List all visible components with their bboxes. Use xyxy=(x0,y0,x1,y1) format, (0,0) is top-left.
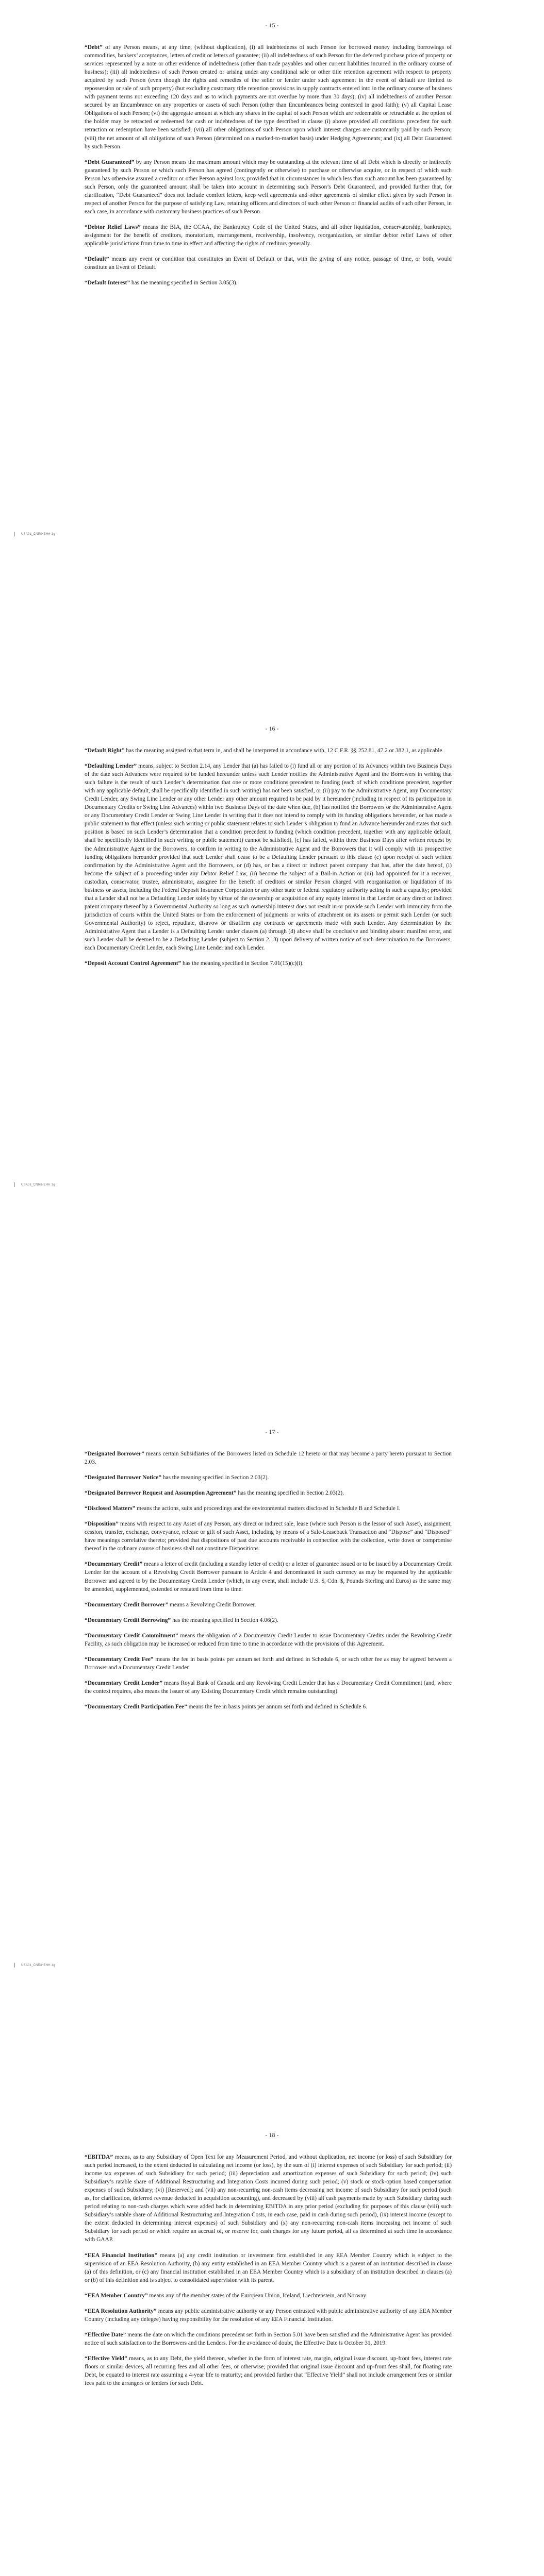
definition-paragraph xyxy=(85,2307,452,2324)
definition-text: means the BIA, the CCAA, the Bankruptcy Code of the United States, and all other liquidation, conservatorship, bankruptcy, assignment for the benefit of creditors, moratorium, rearrangement, receivership, insolvency, reorganization, or similar debtor relief Laws of other applicable jurisdictions from time to time in effect and affecting the rights of creditors generally. xyxy=(85,224,452,247)
defined-term: “EEA Member Country” xyxy=(85,2292,148,2299)
page-footer xyxy=(14,532,55,536)
defined-term: “Documentary Credit” xyxy=(85,1561,143,1568)
footer-id: USA01_CNRIHEHH 1g xyxy=(21,1964,55,1968)
definition-paragraph xyxy=(85,1450,452,1466)
page-number: - 16 - xyxy=(265,725,279,732)
definition-text: means a letter of credit (including a standby letter of credit) or a letter of guarantee issued or to be issued by a Documentary Credit Lender for the account of a Revolving Credit Borrower pursuant to Article 4 and denominated in such currency as may be requested by the applicable Borrower and agreed to by the Documentary Credit Lender (which, in any event, shall include U.S. $, Cdn. $, Pounds Sterling and Euros) as the same may be amended, supplemented, extended or restated from time to time. xyxy=(85,1561,452,1592)
definition-text: means any of the member states of the European Union, Iceland, Liechtenstein, and Norway. xyxy=(147,2292,368,2299)
definition-paragraph xyxy=(85,1601,452,1609)
page-18 xyxy=(0,2110,544,2576)
page-number: - 15 - xyxy=(265,22,279,29)
definition-paragraph xyxy=(85,747,452,755)
definition-paragraph xyxy=(85,279,452,287)
definition-paragraph xyxy=(85,2331,452,2347)
page-15 xyxy=(0,0,544,703)
definition-text: means Royal Bank of Canada and any Revolving Credit Lender that has a Documentary Credit Commitment (and, where the context requires, also means the issuer of any Existing Documentary Credit which remains outstanding). xyxy=(85,1680,452,1694)
definition-paragraph xyxy=(85,1616,452,1624)
defined-term: “Debt” xyxy=(85,44,103,50)
footer-id: USA01_CNRIHEHH 1g xyxy=(21,1183,55,1187)
page-footer xyxy=(14,1963,55,1968)
defined-term: “Documentary Credit Borrowing” xyxy=(85,1617,171,1623)
defined-term: “Disposition” xyxy=(85,1521,119,1528)
definition-text: means the fee in basis points per annum set forth and defined in Schedule 6, or such other fee as may be agreed between a Borrower and a Documentary Credit Lender. xyxy=(85,1656,452,1671)
page-body xyxy=(85,43,452,294)
definition-paragraph xyxy=(85,2292,452,2300)
definition-text: means, subject to Section 2.14, any Lender that (a) has failed to (i) fund all or any portion of its Advances within two Business Days of the date such Advances were required to be funded hereunder unless such Lender notifies the Administrative Agent and the Borrowers in writing that such failure is the result of such Lender’s determination that one or more conditions precedent to funding (each of which conditions precedent, together with any applicable default, shall be specifically identified in such writing) has not been satisfied, or (ii) pay to the Administrative Agent, any Documentary Credit Lender, any Swing Line Lender or any other Lender any other amount required to be paid by it hereunder (including in respect of its participation in Documentary Credits or Swing Line Advances) within two Business Days of the date when due, (b) has notified the Borrowers or the Administrative Agent or any Documentary Credit Lender or Swing Line Lender in writing that it does not intend to comply with its funding obligations hereunder, or has made a public statement to that effect (unless such writing or public statement relates to such Lender’s obligation to fund an Advance hereunder and states that such position is based on such Lender’s determination that a condition precedent to funding (which condition precedent, together with any applicable default, shall be specifically identified in such writing or public statement) cannot be satisfied), (c) has failed, within three Business Days after written request by the Administrative Agent or the Borrowers, to confirm in writing to the Administrative Agent and the Borrowers that it will comply with its prospective funding obligations hereunder provided that such Lender shall cease to be a Defaulting Lender pursuant to this clause (c) upon receipt of such written confirmation by the Administrative Agent and the Borrowers, or (d) has, or has a direct or indirect parent company that has, after the date hereof, (i) become the subject of a proceeding under any Debtor Relief Law, (ii) become the subject of a Bail-in Action or (iii) had appointed for it a receiver, custodian, conservator, trustee, administrator, assignee for the benefit of creditors or similar Person charged with reorganization or liquidation of its business or assets, including the Federal Deposit Insurance Corporation or any other state or federal regulatory authority acting in such a capacity; provided that a Lender shall not be a Defaulting Lender solely by virtue of the ownership or acquisition of any equity interest in that Lender or any direct or indirect parent company thereof by a Governmental Authority so long as such ownership interest does not result in or provide such Lender with immunity from the jurisdiction of courts within the United States or from the enforcement of judgments or writs of attachment on its assets or permit such Lender (or such Governmental Authority) to reject, repudiate, disavow or disaffirm any contracts or agreements made with such Lender. Any determination by the Administrative Agent that a Lender is a Defaulting Lender under clauses (a) through (d) above shall be conclusive and binding absent manifest error, and such Lender shall be deemed to be a Defaulting Lender (subject to Section 2.13) upon delivery of written notice of such determination to the Borrowers, each Documentary Credit Lender, each Swing Line Lender and each Lender. xyxy=(85,763,452,952)
defined-term: “Default Interest” xyxy=(85,280,130,286)
definition-paragraph xyxy=(85,223,452,248)
defined-term: “Designated Borrower Request and Assumption Agreement” xyxy=(85,1490,237,1497)
definition-paragraph xyxy=(85,959,452,968)
definition-text: has the meaning specified in Section 4.06(2). xyxy=(171,1617,278,1623)
definition-paragraph xyxy=(85,158,452,216)
page-number: - 18 - xyxy=(265,2131,279,2139)
definition-text: means certain Subsidiaries of the Borrowers listed on Schedule 12 hereto or that may become a party hereto pursuant to Section 2.03. xyxy=(85,1451,452,1466)
footer-id: USA01_CNRIHEHH 1g xyxy=(21,533,55,536)
footer-mark xyxy=(14,532,15,536)
defined-term: “Designated Borrower Notice” xyxy=(85,1475,161,1481)
definition-paragraph xyxy=(85,1679,452,1696)
defined-term: “Documentary Credit Participation Fee” xyxy=(85,1703,187,1710)
definition-paragraph xyxy=(85,762,452,952)
defined-term: “Debtor Relief Laws” xyxy=(85,224,141,230)
defined-term: “Effective Yield” xyxy=(85,2355,127,2362)
definition-paragraph xyxy=(85,2354,452,2387)
definition-text: means any public administrative authority or any Person entrusted with public administrative authority of any EEA Member Country (including any delegee) having responsibility for the resolution of any EEA Financial Institution. xyxy=(85,2308,452,2323)
page-body xyxy=(85,747,452,975)
footer-mark xyxy=(14,1182,15,1187)
definition-text: by any Person means the maximum amount which may be outstanding at the relevant time of all Debt which is directly or indirectly guaranteed by such Person or which such Person has agreed (contingently or otherwise) to purchase or otherwise acquire, or in respect of which such Person has otherwise assured a creditor or other Person against loss; provided that in circumstances in which less than such amount has been guaranteed by such Person, only the guaranteed amount shall be taken into account in determining such Person’s Debt Guaranteed, and provided further that, for clarification, “Debt Guaranteed” does not include comfort letters, keep well agreements and other agreements of similar effect given by such Person in respect of another Person for the purpose of satisfying Law, retaining officers and directors of such other Person or financial audits of such other Person, in each case, in accordance with customary business practices of such Person. xyxy=(85,159,452,215)
definition-paragraph xyxy=(85,1560,452,1593)
definition-text: means the obligation of a Documentary Credit Lender to issue Documentary Credits under the Revolving Credit Facility, as such obligation may be increased or reduced from time to time in accordance with the provisions of this Agreement. xyxy=(85,1632,452,1647)
definition-text: means a Revolving Credit Borrower. xyxy=(168,1601,256,1608)
defined-term: “Defaulting Lender” xyxy=(85,763,137,770)
defined-term: “EEA Resolution Authority” xyxy=(85,2308,157,2314)
page-body xyxy=(85,1450,452,1718)
defined-term: “Default” xyxy=(85,256,109,263)
definition-text: means the actions, suits and proceedings and the environmental matters disclosed in Schedule B and Schedule I. xyxy=(135,1505,401,1512)
defined-term: “Documentary Credit Fee” xyxy=(85,1656,154,1663)
definition-text: has the meaning specified in Section 2.03(2). xyxy=(161,1475,269,1481)
definition-paragraph xyxy=(85,1489,452,1497)
page-footer xyxy=(14,1182,55,1187)
defined-term: “Documentary Credit Borrower” xyxy=(85,1601,169,1608)
definition-text: has the meaning specified in Section 3.05(3). xyxy=(130,280,238,286)
defined-term: “Deposit Account Control Agreement” xyxy=(85,960,182,967)
definition-text: means (a) any credit institution or investment firm established in any EEA Member Country which is subject to the supervision of an EEA Resolution Authority, (b) any entity established in an EEA Member Country which is a parent of an institution described in clause (a) of this definition, or (c) any financial institution established in an EEA Member Country which is a subsidiary of an institution described in clauses (a) or (b) of this definition and is subject to consolidated supervision with its parent. xyxy=(85,2252,452,2283)
definition-paragraph xyxy=(85,2251,452,2284)
defined-term: “Debt Guaranteed” xyxy=(85,159,135,165)
defined-term: “Documentary Credit Lender” xyxy=(85,1680,163,1686)
definition-text: of any Person means, at any time, (without duplication), (i) all indebtedness of such Person for borrowed money including borrowings of commodities, bankers’ acceptances, letters of credit or letters of guarantee; (ii) all indebtedness of such Person for the deferred purchase price of property or services represented by a note or other evidence of indebtedness (other than trade payables and other current liabilities incurred in the ordinary course of business); (iii) all indebtedness of such Person created or arising under any conditional sale or other title retention agreement with respect to property acquired by such Person (even though the rights and remedies of the seller or lender under such agreement in the event of default are limited to repossession or sale of such property) (but excluding customary title retention provisions in supply contracts entered into in the ordinary course of business with payment terms not exceeding 120 days and as to which payments are not overdue by more than 30 days); (iv) all indebtedness of another Person secured by an Encumbrance on any properties or assets of such Person (other than Encumbrances being contested in good faith); (v) all Capital Lease Obligations of such Person; (vi) the aggregate amount at which any shares in the capital of such Person which are redeemable or retractable at the option of the holder may be retracted or redeemed for cash or indebtedness of the type described in clause (i) above provided all conditions precedent for such retraction or redemption have been satisfied; (vii) all other obligations of such Person upon which interest charges are customarily paid by such Person; (viii) the net amount of all obligations of such Person (determined on a marked-to-market basis) under Hedging Agreements; and (ix) all Debt Guaranteed by such Person. xyxy=(85,44,452,150)
definition-paragraph xyxy=(85,2153,452,2244)
definition-paragraph xyxy=(85,1703,452,1711)
defined-term: “EEA Financial Institution” xyxy=(85,2252,158,2259)
definition-text: means the fee in basis points per annum set forth and defined in Schedule 6. xyxy=(187,1703,367,1710)
definition-paragraph xyxy=(85,1473,452,1482)
footer-mark xyxy=(14,1963,15,1968)
definition-text: has the meaning specified in Section 7.01(15)(c)(i). xyxy=(181,960,304,967)
defined-term: “Default Right” xyxy=(85,748,125,754)
definition-text: means the date on which the conditions precedent set forth in Section 5.01 have been satisfied and the Administrative Agent has provided notice of such satisfaction to the Borrowers and the Lenders. For the avoidance of doubt, the Effective Date is October 31, 2019. xyxy=(85,2331,452,2346)
definition-text: means, as to any Subsidiary of Open Text for any Measurement Period, and without duplication, net income (or loss) of such Subsidiary for such period increased, to the extent deducted in calculating net income (or loss), by the sum of (i) interest expenses of such Subsidiary for such period; (ii) income tax expenses of such Subsidiary for such period; (iii) depreciation and amortization expenses of such Subsidiary for such period; (iv) such Subsidiary’s ratable share of Additional Restructuring and Integration Costs incurred during such period; (v) stock or stock-option based compensation expenses of such Subsidiary; (vi) [Reserved]; and (vii) any non-recurring non-cash items decreasing net income of such Subsidiary for such period (such as, for clarification, deferred revenue deducted in acquisition accounting), and decreased by (viii) all cash payments made by such Subsidiary during such period relating to non-cash charges which were added back in determining EBITDA in any prior period (excluding for purposes of this clause (viii) such Subsidiary’s ratable share of Additional Restructuring and Integration Costs, in each case, paid in cash during such period), (ix) interest income (except to the extent deducted in determining interest expenses) of such Subsidiary and (x) any non-recurring non-cash items increasing net income of such Subsidiary for such period or which require an accrual of, or reserve for, cash charges for any future period, all as determined at such time in accordance with GAAP. xyxy=(85,2154,452,2243)
page-16 xyxy=(0,703,544,1406)
definition-text: has the meaning assigned to that term in, and shall be interpreted in accordance with, 12 C.F.R. §§ 252.81, 47.2 or 382.1, as applicable. xyxy=(124,748,444,754)
defined-term: “EBITDA” xyxy=(85,2154,113,2160)
defined-term: “Disclosed Matters” xyxy=(85,1505,136,1512)
definition-paragraph xyxy=(85,1504,452,1513)
definition-paragraph xyxy=(85,1520,452,1553)
defined-term: “Documentary Credit Commitment” xyxy=(85,1632,178,1639)
defined-term: “Effective Date” xyxy=(85,2331,126,2338)
definition-text: means any event or condition that constitutes an Event of Default or that, with the giving of any notice, passage of time, or both, would constitute an Event of Default. xyxy=(85,256,452,271)
definition-paragraph xyxy=(85,1655,452,1672)
page-body xyxy=(85,2153,452,2395)
definition-paragraph xyxy=(85,43,452,151)
definition-paragraph xyxy=(85,1632,452,1648)
page-17 xyxy=(0,1406,544,2110)
definition-text: has the meaning specified in Section 2.03(2). xyxy=(236,1490,344,1497)
defined-term: “Designated Borrower” xyxy=(85,1451,144,1457)
definition-paragraph xyxy=(85,255,452,272)
definition-text: means with respect to any Asset of any Person, any direct or indirect sale, lease (where such Person is the lessor of such Asset), assignment, cession, transfer, exchange, conveyance, release or gift of such Asset, including by means of a Sale-Leaseback Transaction and “Dispose” and “Disposed” have meanings correlative thereto; provided that dispositions of past due accounts receivable in connection with the collection, write down or compromise thereof in the ordinary course of business shall not constitute Dispositions. xyxy=(85,1521,452,1552)
page-number: - 17 - xyxy=(265,1428,279,1435)
definition-text: means, as to any Debt, the yield thereon, whether in the form of interest rate, margin, original issue discount, up-front fees, interest rate floors or similar devices, all recurring fees and all other fees, or otherwise; provided that original issue discount and up-front fees shall, for floating rate Debt, be equated to interest rate assuming a 4-year life to maturity; and provided further that “Effective Yield” shall not include arrangement fees or similar fees paid to the arrangers or lenders for such Debt. xyxy=(85,2355,452,2387)
